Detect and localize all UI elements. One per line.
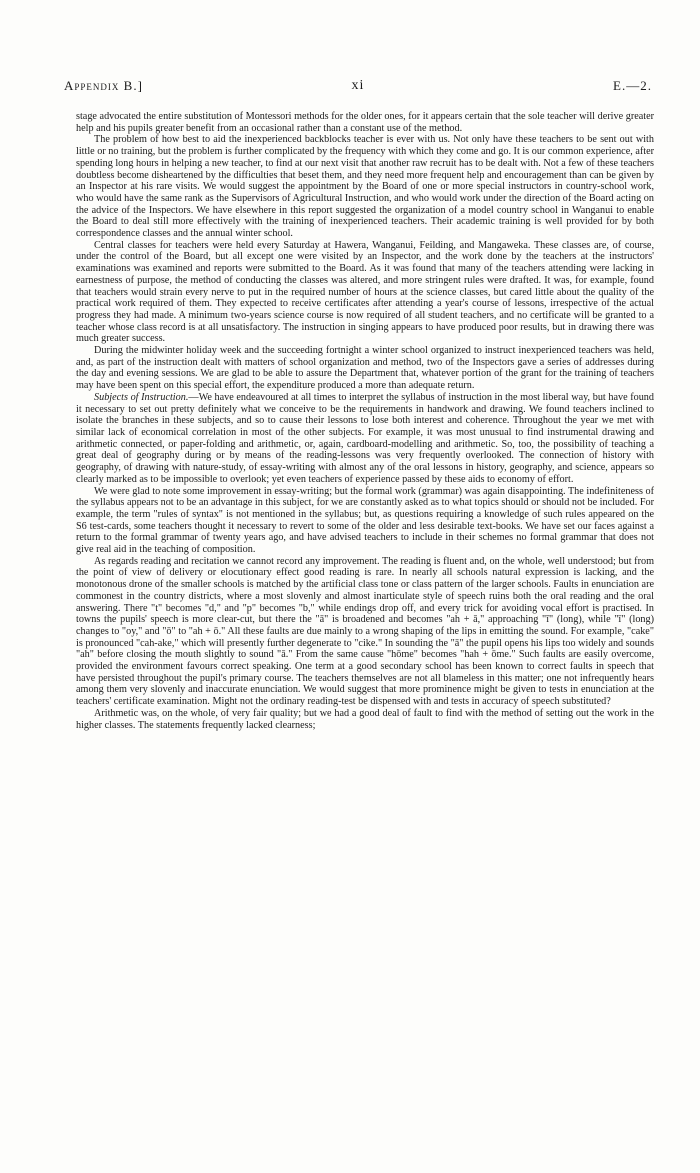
paragraph xyxy=(76,392,654,486)
paragraph xyxy=(76,345,654,392)
document-code: E.—2. xyxy=(613,78,652,93)
paragraph-text: During the midwinter holiday week and the succeeding fortnight a winter school organized to instruct inexperienced teachers was held, and, as part of the instruction dealt with matters of school organization and method, two of the Inspectors gave a series of addresses during the day and evening sessions. We are glad to be able to assure the Department that, whatever portion of the grant for the training of teachers may have been spent on this special effort, the expenditure produced a more than adequate return. xyxy=(76,345,654,392)
paragraph-text: Central classes for teachers were held every Saturday at Hawera, Wanganui, Feilding, and Mangaweka. These classes are, of course, under the control of the Board, but all except one were visited by an Inspector, and the work done by the teachers at the instructors' examinations was examined and reports were submitted to the Board. As it was found that many of the teachers attending were lacking in earnestness of purpose, the method of conducting the classes was altered, and more stringent rules were drafted. It was, for example, found that teachers would strain every nerve to put in the required number of hours at the science classes, but cared little about the quality of the practical work required of them. They expected to receive certificates after attending a year's course of lessons, irrespective of the actual progress they had made. A minimum two-years science course is now required of all student teachers, and no certificate will be granted to a teacher whose class record is at all unsatisfactory. The instruction in singing appears to have produced poor results, but in drawing there was much greater success. xyxy=(76,239,654,345)
paragraph-text: stage advocated the entire substitution of Montessori methods for the older ones, for it appears certain that the sole teacher will derive greater help and his pupils greater benefit from an occasional rather than a constant use of the method. xyxy=(76,111,654,134)
page-number: xi xyxy=(351,78,365,93)
paragraph xyxy=(76,556,654,708)
paragraph-text: Arithmetic was, on the whole, of very fair quality; but we had a good deal of fault to find with the method of setting out the work in the higher classes. The statements frequently lacked clearness; xyxy=(76,707,654,731)
paragraph xyxy=(76,111,654,134)
running-head xyxy=(64,78,652,98)
paragraph xyxy=(76,134,654,239)
paragraph-text: —We have endeavoured at all times to interpret the syllabus of instruction in the most liberal way, but have found it necessary to set out pretty definitely what we conceive to be the requirements in handwork and drawing. We found teachers inclined to isolate the branches in these subjects, and so to cause their lessons to lose both interest and coherence. Throughout the year we met with similar lack of economical correlation in most of the other subjects. For example, it was most unusual to find instrumental drawing and arithmetic connected, or paper-folding and arithmetic, or, again, cardboard-modelling and arithmetic. So, too, the possibility of teaching a great deal of geography during or by means of the reading-lessons was very frequently overlooked. The connection of history with geography, of drawing with nature-study, of essay-writing with almost any of the oral lessons in history, geography, and science, appears so clearly marked as to be impossible to overlook; yet even teachers of experience passed by these aids to economy of effort. xyxy=(76,391,654,485)
paragraph-text: We were glad to note some improvement in essay-writing; but the formal work (grammar) was again disappointing. The indefiniteness of the syllabus appears not to be an advantage in this subject, for we are constantly asked as to what topics should or should not be included. For example, the term "rules of syntax" is not mentioned in the syllabus; but, as questions requiring a knowledge of such rules appeared on the S6 test-cards, some teachers thought it necessary to revert to some of the older and less desirable text-books. We have set our faces against a return to the formal grammar of twenty years ago, and have advised teachers to include in their schemes no formal grammar that does not give real aid in the teaching of composition. xyxy=(76,485,654,556)
paragraph xyxy=(76,708,654,731)
appendix-label: Appendix B.] xyxy=(64,78,143,93)
body-text xyxy=(76,111,654,731)
paragraph-text: As regards reading and recitation we cannot record any improvement. The reading is fluent and, on the whole, well understood; but from the point of view of delivery or elocutionary effect good reading is rare. In nearly all schools natural expression is lacking, and the monotonous drone of the smaller schools is matched by the artificial class tone or class pattern of the larger schools. Faults in enunciation are commonest in the country districts, where a most slovenly and almost inarticulate style of speech ruins both the oral reading and the oral answering. There "t" becomes "d," and "p" becomes "b," while endings drop off, and every trick for avoiding vocal effort is practised. In towns the pupils' speech is more clear-cut, but there the "ā" is broadened and becomes "ah + ā," approaching "ī" (long), while "ī" (long) changes to "oy," and "ō" to "ah + ō." All these faults are due mainly to a wrong shaping of the lips in emitting the sound. For example, "cake" is pronounced "cah-ake," which will presently further degenerate to "cike." In sounding the "ā" the pupil opens his lips too widely and sounds "ah" before closing the mouth slightly to sound "ā." From the same cause "hōme" becomes "hah + ōme." Such faults are easily overcome, provided the environment favours correct speaking. One term at a good secondary school has been known to correct faults in speech that have persisted throughout the pupil's primary course. The teachers themselves are not all blameless in this matter; one not infrequently hears among them very slovenly and inaccurate enunciation. We would suggest that more prominence might be given to tests in enunciation at the teachers' certificate examination. Might not the ordinary reading-test be dispensed with and tests in accuracy of speech substituted? xyxy=(76,555,654,708)
paragraph xyxy=(76,486,654,556)
paragraph xyxy=(76,240,654,345)
section-subheading: Subjects of Instruction. xyxy=(94,391,189,403)
paragraph-text: The problem of how best to aid the inexperienced backblocks teacher is ever with us. Not only have these teachers to be sent out with little or no training, but the problem is further complicated by the frequency with which they come and go. It is our common experience, after spending long hours in helping a new teacher, to find at our next visit that another raw recruit has to be dealt with. Not a few of these teachers doubtless become disheartened by the difficulties that beset them, and they need more frequent help and encouragement than can be given by an Inspector at his rare visits. We would suggest the appointment by the Board of one or more special instructors in country-school work, who would have the same rank as the Supervisors of Agricultural Instruction, and who would work under the direction of the Board acting on the advice of the Inspectors. We have elsewhere in this report suggested the organization of a model country school in Wanganui to enable the Board to deal still more effectively with the training of inexperienced teachers. Their academic training is well provided for by both correspondence classes and the annual winter school. xyxy=(76,134,654,240)
